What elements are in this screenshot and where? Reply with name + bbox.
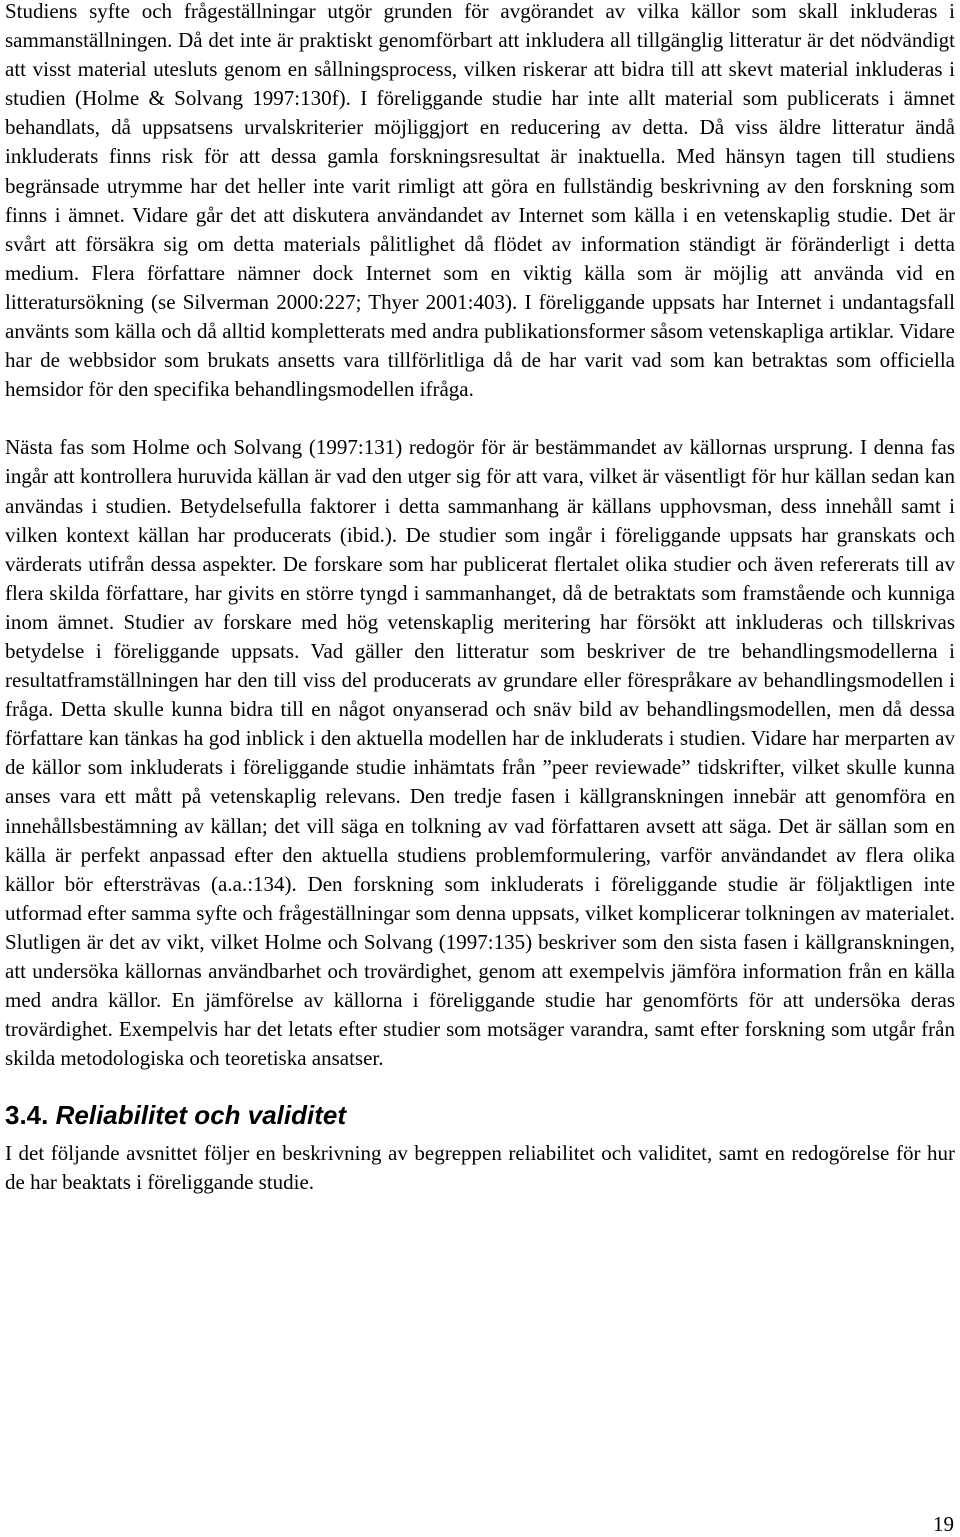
section-intro-paragraph: I det följande avsnittet följer en beskrivning av begreppen reliabilitet och validitet, samt en redogörelse för hur de har beaktats i föreliggande studie. xyxy=(5,1141,955,1195)
section-title: Reliabilitet och validitet xyxy=(55,1100,347,1131)
body-paragraph-source-selection: Studiens syfte och frågeställningar utgör grunden för avgörandet av vilka källor som skall inkluderas i sammanställningen. Då det inte är praktiskt genomförbart att inkludera all tillgänglig litteratur är det nödvändigt att visst material utesluts genom en sållningsprocess, vilken riskerar att bidra till att skevt material inkluderas i studien (Holme & Solvang 1997:130f). I föreliggande studie har inte allt material som publicerats i ämnet behandlats, då uppsatsens urvalskriterier möjliggjort en reducering av detta. Då viss äldre litteratur ändå inkluderats finns risk för att dessa gamla forskningsresultat är inaktuella. Med hänsyn tagen till studiens begränsade utrymme har det heller inte varit rimligt att göra en fullständig beskrivning av den forskning som finns i ämnet. Vidare går det att diskutera användandet av Internet som källa i en vetenskaplig studie. Det är svårt att försäkra sig om detta materials pålitlighet då flödet av information ständigt är föränderligt i detta medium. Flera författare nämner dock Internet som en viktig källa som är möjlig att använda vid en litteratursökning (se Silverman 2000:227; Thyer 2001:403). I föreliggande uppsats har Internet i undantagsfall använts som källa och då alltid kompletterats med andra publikationsformer såsom vetenskapliga artiklar. Vidare har de webbsidor som brukats ansetts vara tillförlitliga då de har varit vad som kan betraktas som officiella hemsidor för den specifika behandlingsmodellen ifråga. xyxy=(5,0,955,402)
page-number: 19 xyxy=(933,1512,954,1536)
section-heading xyxy=(5,1099,955,1131)
body-paragraph-source-criticism: Nästa fas som Holme och Solvang (1997:131) redogör för är bestämmandet av källornas ursprung. I denna fas ingår att kontrollera huruvida källan är vad den utger sig för att vara, vilket är väsentligt för hur källan sedan kan användas i studien. Betydelsefulla faktorer i detta sammanhang är källans upphovsman, dess innehåll samt i vilken kontext källan har producerats (ibid.). De studier som ingår i föreliggande uppsats har granskats och värderats utifrån dessa aspekter. De forskare som har publicerat flertalet olika studier och även refererats till av flera skilda författare, har givits en större tyngd i sammanhanget, då de betraktats som framstående och kunniga inom ämnet. Studier av forskare med hög vetenskaplig meritering har försökt att inkluderas och tillskrivas betydelse i föreliggande uppsats. Vad gäller den litteratur som beskriver de tre behandlingsmodellerna i resultatframställningen har den till viss del producerats av grundare eller förespråkare av behandlingsmodellen i fråga. Detta skulle kunna bidra till en något onyanserad och snäv bild av behandlingsmodellen, men då dessa författare kan tänkas ha god inblick i den aktuella modellen har de inkluderats i studien. Vidare har merparten av de källor som inkluderats i föreliggande studie inhämtats från ”peer reviewade” tidskrifter, vilket skulle kunna anses vara ett mått på vetenskaplig relevans. Den tredje fasen i källgranskningen innebär att genomföra en innehållsbestämning av källan; det vill säga en tolkning av vad författaren avsett att säga. Det är sällan som en källa är perfekt anpassad efter den aktuella studiens problemformulering, varför användandet av flera olika källor bör eftersträvas (a.a.:134). Den forskning som inkluderats i föreliggande studie är följaktligen inte utformad efter samma syfte och frågeställningar som denna uppsats, vilket komplicerar tolkningen av materialet. Slutligen är det av vikt, vilket Holme och Solvang (1997:135) beskriver som den sista fasen i källgranskningen, att undersöka källornas användbarhet och trovärdighet, genom att exempelvis jämföra information från en källa med andra källor. En jämförelse av källorna i föreliggande studie har genomförts för att undersöka deras trovärdighet. Exempelvis har det letats efter studier som motsäger varandra, samt efter forskning som utgår från skilda metodologiska och teoretiska ansatser. xyxy=(5,435,955,1071)
document-page xyxy=(5,0,955,1198)
section-number: 3.4. xyxy=(5,1100,49,1131)
